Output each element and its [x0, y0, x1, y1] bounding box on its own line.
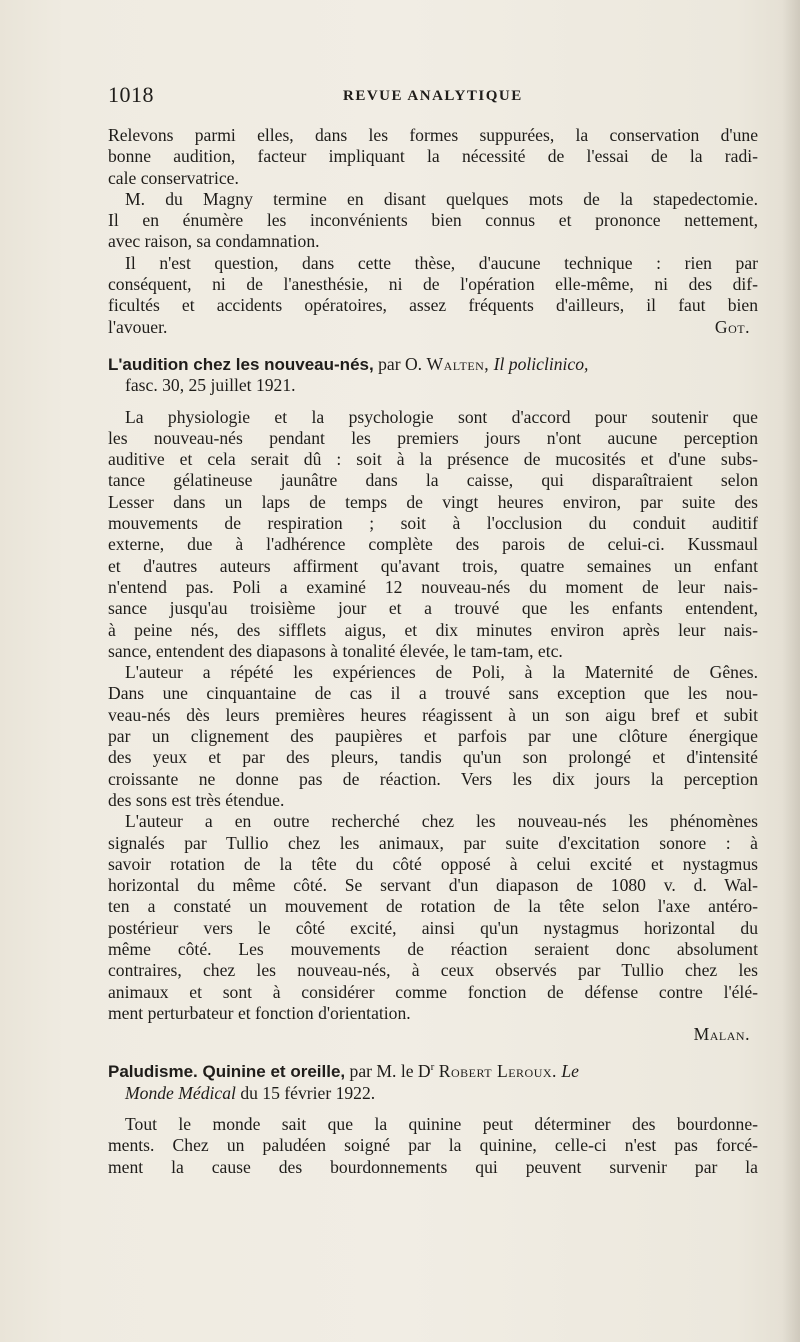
text-line: ments. Chez un paludéen soigné par la quinine, celle-ci n'est pas forcé- [108, 1135, 758, 1156]
text-line: Il en énumère les inconvénients bien connus et prononce nettement, [108, 210, 758, 231]
text-line: savoir rotation de la tête du côté opposé à celui excité et nystagmus [108, 853, 758, 874]
text-line: mouvements de respiration ; soit à l'occlusion du conduit auditif [108, 513, 758, 534]
text-line: bonne audition, facteur impliquant la nécessité de l'essai de la radi- [108, 146, 758, 167]
article-by: par M. le D [349, 1061, 431, 1082]
author-signature: Got. [714, 316, 750, 337]
text-line: contraires, chez les nouveau-nés, à ceux observés par Tullio chez les [108, 960, 758, 981]
article-author: Robert Leroux. [438, 1061, 557, 1082]
article-heading [108, 1061, 758, 1082]
text-line: Il n'est question, dans cette thèse, d'aucune technique : rien par [125, 252, 758, 273]
text-line: L'auteur a en outre recherché chez les nouveau-nés les phénomènes [125, 811, 758, 832]
text-line: animaux et sont à considérer comme fonction de défense contre l'élé- [108, 981, 758, 1002]
text-line: horizontal du même côté. Se servant d'un diapason de 1080 v. d. Wal- [108, 875, 758, 896]
article-journal: Il policlinico, [493, 353, 589, 374]
running-title: REVUE ANALYTIQUE [343, 88, 523, 104]
article-journal-part: Le [561, 1061, 579, 1082]
text-line: sance jusqu'au troisième jour et a trouvé que les enfants entendent, [108, 598, 758, 619]
article-title: Paludisme. Quinine et oreille, [108, 1062, 346, 1082]
page-body [108, 125, 758, 1178]
text-line: veau-nés dès leurs premières heures réagissent à un son aigu bref et subit [108, 704, 758, 725]
author-signature: Malan. [693, 1024, 750, 1045]
text-line: auditive et cela serait dû : soit à la présence de mucosités et d'une subs- [108, 449, 758, 470]
text-line: Tout le monde sait que la quinine peut déterminer des bourdonne- [125, 1114, 758, 1135]
text-line: Relevons parmi elles, dans les formes suppurées, la conservation d'une [108, 125, 758, 145]
text-line: cale conservatrice. [108, 167, 239, 188]
text-line: La physiologie et la psychologie sont d'accord pour soutenir que [125, 406, 758, 427]
text-line: Dans une cinquantaine de cas il a trouvé sans exception que les nou- [108, 683, 758, 704]
page-header [108, 82, 758, 112]
text-line: externe, due à l'adhérence complète des parois de celui-ci. Kussmaul [108, 534, 758, 555]
text-line: des yeux et par des pleurs, tandis qu'un son prolongé et d'intensité [108, 747, 758, 768]
text-line: ment la cause des bourdonnements qui peuvent survenir par la [108, 1156, 758, 1177]
text-line: et d'autres auteurs affirment qu'avant trois, quatre semaines un enfant [108, 555, 758, 576]
text-line: les nouveau-nés pendant les premiers jours n'ont aucune perception [108, 427, 758, 448]
article-journal: Monde Médical [125, 1082, 236, 1103]
text-line: par un clignement des paupières et parfois par une clôture énergique [108, 726, 758, 747]
text-line: croissante ne donne pas de réaction. Vers les dix jours la perception [108, 768, 758, 789]
article-title: L'audition chez les nouveau-nés, [108, 354, 374, 374]
page-edge-shadow [782, 0, 800, 1342]
page-number: 1018 [108, 82, 154, 107]
text-line: sance, entendent des diapasons à tonalité élevée, le tam-tam, etc. [108, 640, 563, 661]
text-line: ficultés et accidents opératoires, assez fréquents d'ailleurs, il faut bien [108, 295, 758, 316]
text-line: n'entend pas. Poli a examiné 12 nouveau-nés du moment de leur nais- [108, 576, 758, 597]
text-line: signalés par Tullio chez les animaux, par suite d'excitation sonore : à [108, 832, 758, 853]
article-author: Walten, [426, 353, 490, 374]
article-issue-line [108, 1083, 758, 1104]
text-line: des sons est très étendue. [108, 789, 285, 810]
text-line: L'auteur a répété les expériences de Poli, à la Maternité de Gênes. [125, 662, 758, 683]
text-line: ment perturbateur et fonction d'orientation. [108, 1002, 411, 1023]
text-line: ten a constaté un mouvement de rotation de la tête selon l'axe antéro- [108, 896, 758, 917]
article-by-superscript: r [430, 1061, 435, 1074]
closing-line [108, 317, 758, 338]
article-by: par O. [378, 353, 423, 374]
text-line: Lesser dans un laps de temps de vingt heures environ, par suite des [108, 491, 758, 512]
text-line: tance gélatineuse jaunâtre dans la caisse, qui disparaîtraient selon [108, 470, 758, 491]
text-line: conséquent, ni de l'anesthésie, ni de l'opération elle-même, ni des dif- [108, 274, 758, 295]
text-line: M. du Magny termine en disant quelques mots de la stapedectomie. [125, 188, 758, 209]
text-line: à peine nés, des sifflets aigus, et dix minutes environ après leur nais- [108, 619, 758, 640]
article-heading [108, 354, 758, 375]
text-line: avec raison, sa condamnation. [108, 231, 320, 252]
article-issue-line [108, 375, 758, 396]
text-line: postérieur vers le côté excité, ainsi qu'un nystagmus horizontal du [108, 917, 758, 938]
article-issue: du 15 février 1922. [240, 1082, 376, 1103]
text-line: l'avouer. [108, 316, 168, 337]
article-issue: fasc. 30, 25 juillet 1921. [125, 375, 296, 396]
text-line: même côté. Les mouvements de réaction seraient donc absolument [108, 938, 758, 959]
